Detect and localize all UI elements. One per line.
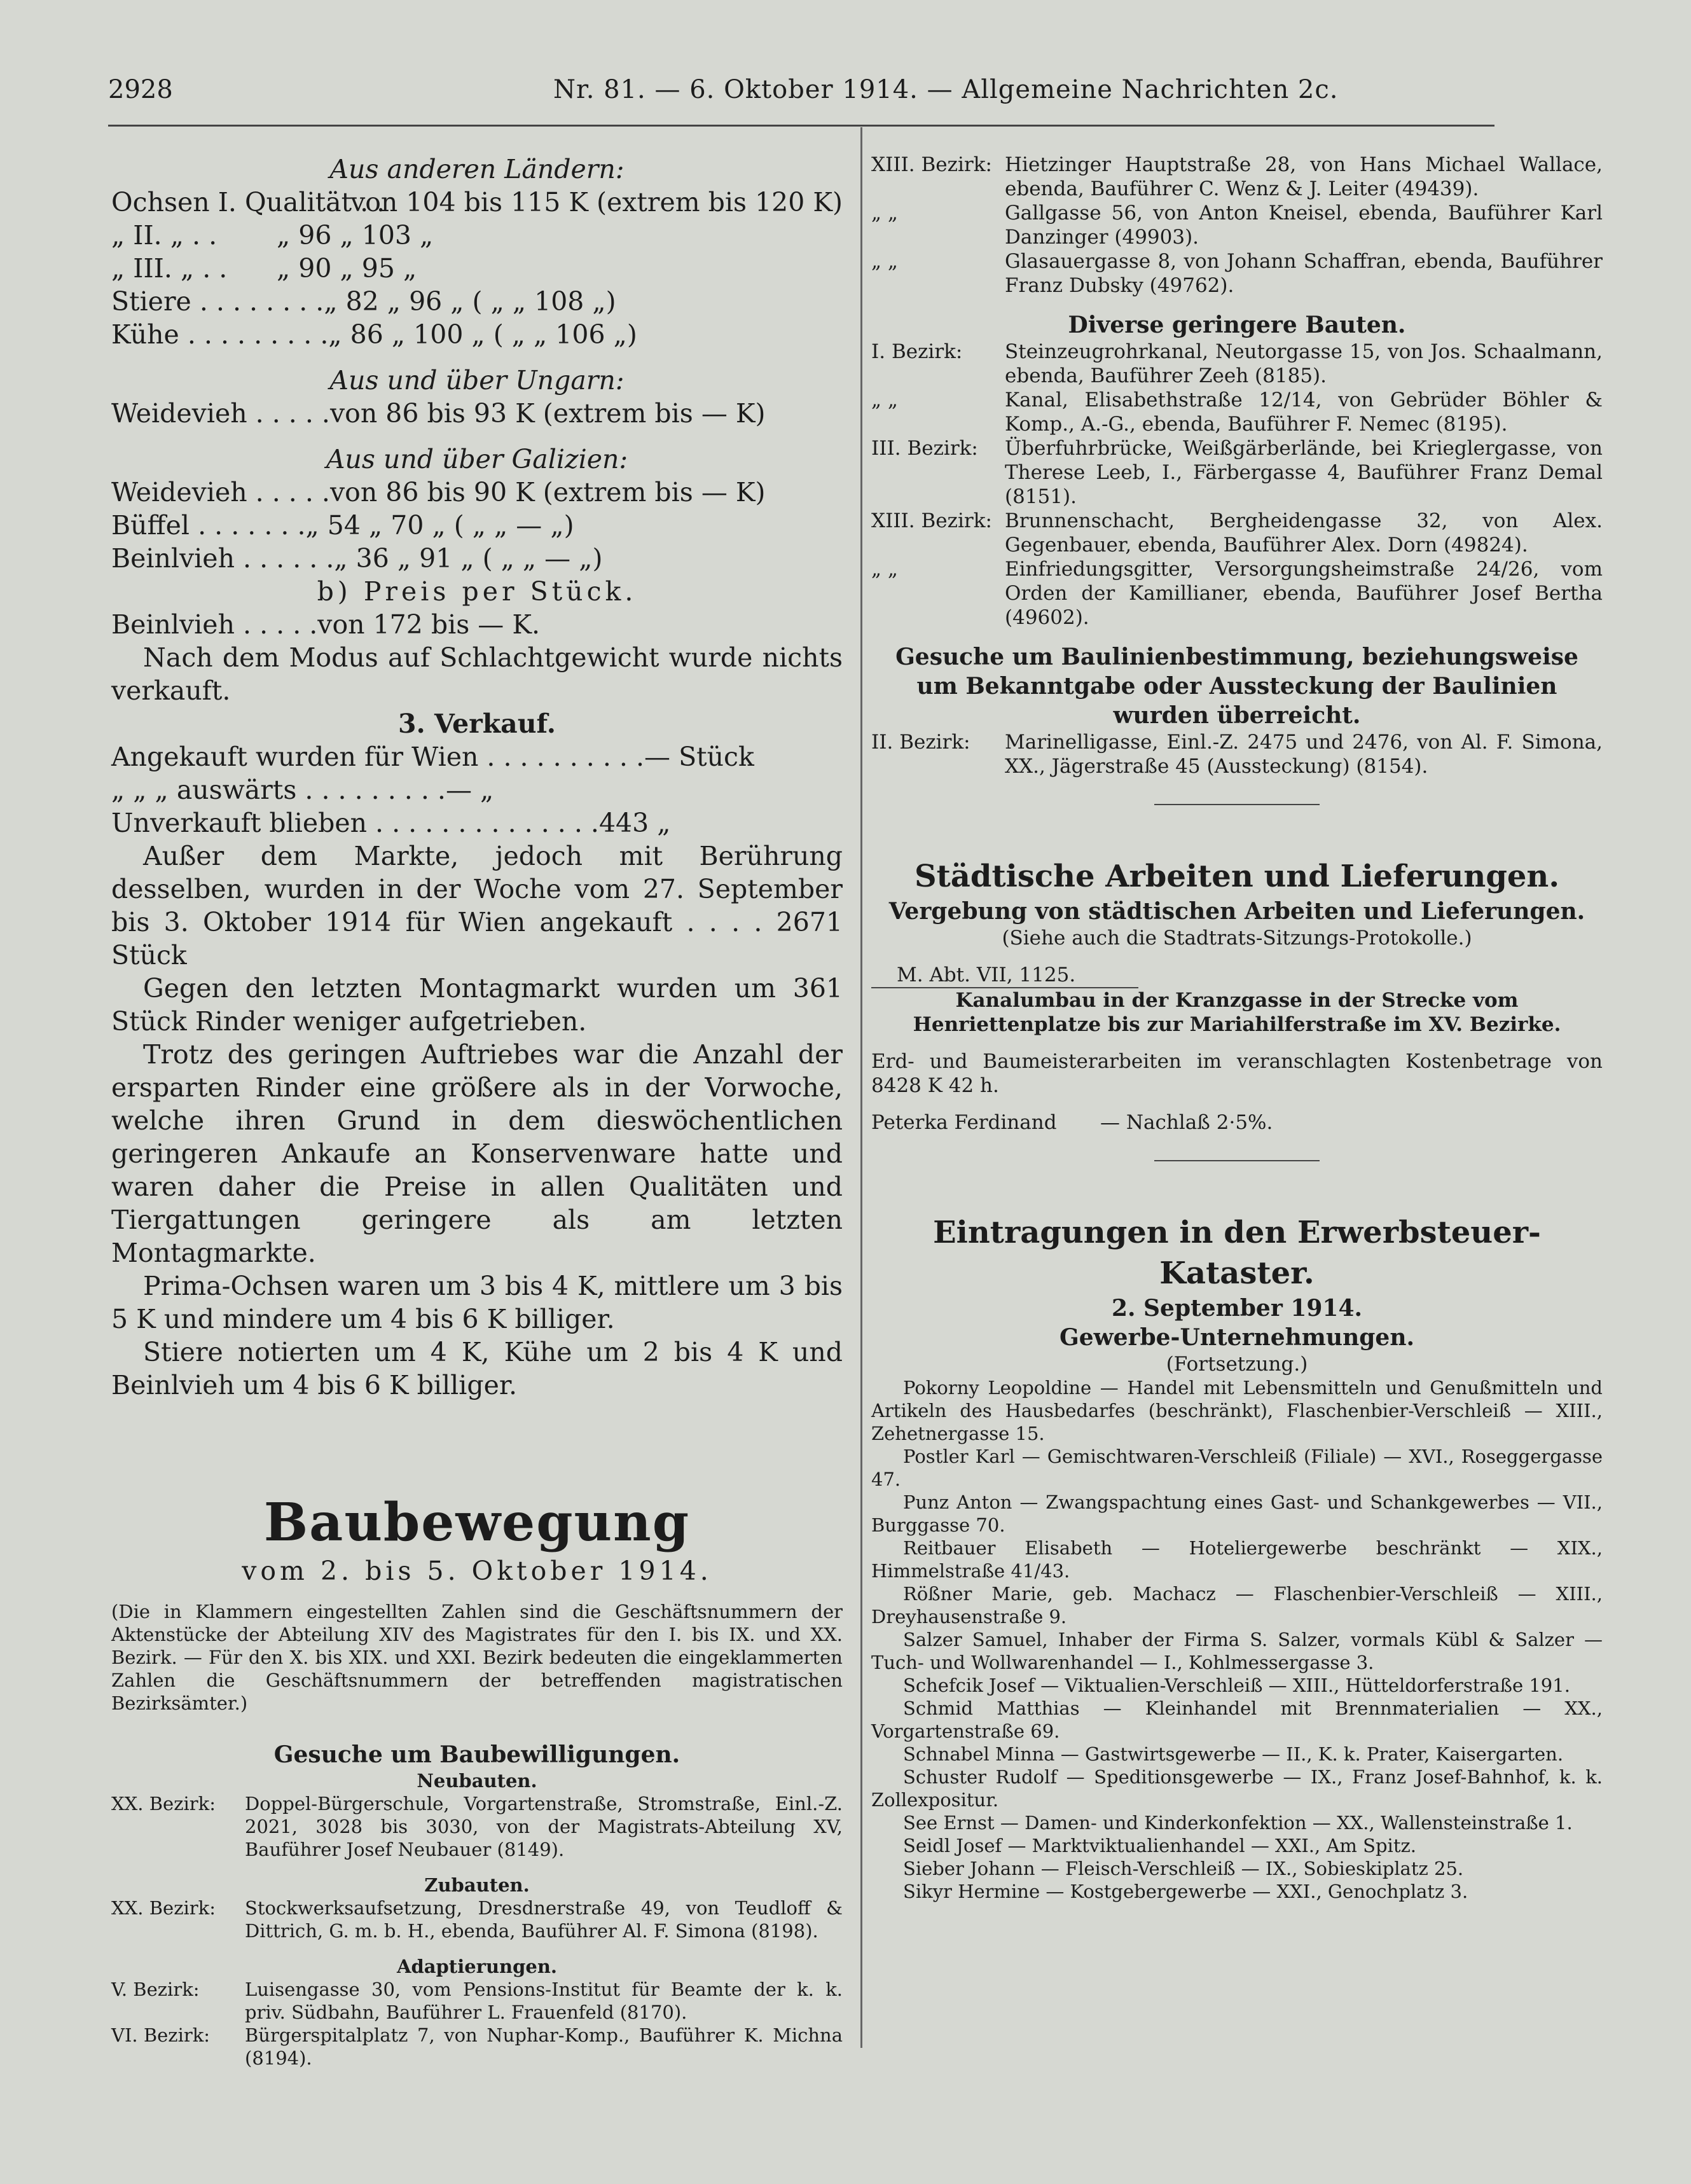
sale-table [111,740,843,840]
entry-text: Kanal, Elisabethstraße 12/14, von Gebrüder Böhler & Komp., A.-G., ebenda, Bauführer F. Nemec (8195). [1005,389,1603,436]
paragraph: Trotz des geringen Auftriebes war die Anzahl der ersparten Rinder eine größere als in der Vorwoche, welche ihren Grund in dem dieswöchentlichen geringeren Ankaufe an Konservenware hatte und waren daher die Preise in allen Qualitäten und Tiergattungen geringere als am letzten Montagmarkte. [111,1039,843,1268]
entry-text: Gallgasse 56, von Anton Kneisel, ebenda, Bauführer Karl Danzinger (49903). [1005,202,1603,249]
row-value: von 86 bis 90 K (extrem bis — K) [329,477,766,508]
row-label: „ „ „ auswärts . . . . . . . . . [111,775,446,805]
row-label: Ochsen I. Qualität . . [111,187,385,218]
baulinien-heading: Gesuche um Baulinienbestimmung, beziehungsweise um Bekanntgabe oder Aussteckung der Baulinien wurden überreicht. [895,644,1578,729]
row-value: „ 90 „ 95 „ [277,253,417,284]
neubauten-heading: Neubauten. [417,1770,537,1792]
row-label: Unverkauft blieben . . . . . . . . . . . . . . [111,808,599,838]
entry-district: VI. Bezirk: [111,2024,211,2046]
vergebung-heading: Vergebung von städtischen Arbeiten und Lieferungen. [888,898,1585,925]
eintragungen-title: Eintragungen in den Erwerbsteuer-Kataster. [933,1215,1541,1291]
row-value: „ 86 „ 100 „ ( „ „ 106 „) [328,319,637,350]
entry-text: Glasauergasse 8, von Johann Schaffran, ebenda, Bauführer Franz Dubsky (49762). [1005,250,1603,297]
paragraph: Rößner Marie, geb. Machacz — Flaschenbier-Verschleiß — XIII., Dreyhausenstraße 9. [871,1583,1603,1628]
galicia-heading: Aus und über Galizien: [326,444,628,474]
adaptierungen-list [111,1978,843,2070]
other-countries-heading: Aus anderen Ländern: [329,154,625,184]
hungary-table [111,397,843,430]
row-label: „ III. „ . . [111,253,228,284]
paragraph: Außer dem Markte, jedoch mit Berührung desselben, wurden in der Woche vom 27. September bis 3. Oktober 1914 für Wien angekauft . . . . 2671 Stück [111,841,843,971]
adaptierungen-heading: Adaptierungen. [396,1956,558,1977]
right-column [871,153,1603,1903]
row-label: Stiere . . . . . . . . [111,286,324,317]
gesuche-heading: Gesuche um Baubewilligungen. [273,1741,680,1768]
baubewegung-dates: vom 2. bis 5. Oktober 1914. [242,1556,712,1586]
separator-2 [1154,1160,1320,1161]
paragraph: Postler Karl — Gemischtwaren-Verschleiß (Filiale) — XVI., Roseggergasse 47. [871,1446,1603,1490]
table-row [111,476,843,509]
list-item [871,249,1603,298]
xiii-entries [871,153,1603,298]
row-label: Beinlvieh . . . . . . [111,543,335,574]
paragraph: Seidl Josef — Marktviktualienhandel — XXI., Am Spitz. [903,1835,1416,1856]
entry-district: III. Bezirk: [871,437,978,460]
galicia-table [111,476,843,575]
page-number: 2928 [108,75,173,104]
table-row [111,252,843,285]
table-row [111,542,843,575]
sale-heading: 3. Verkauf. [397,708,556,739]
table-row [111,285,843,318]
paragraph: Schnabel Minna — Gastwirtsgewerbe — II., K. k. Prater, Kaisergarten. [903,1743,1564,1765]
list-item [871,436,1603,509]
paragraph: Schefcik Josef — Viktualien-Verschleiß — XIII., Hütteldorferstraße 191. [903,1675,1570,1696]
row-label: Weidevieh . . . . . [111,477,330,508]
left-column [111,153,843,2070]
entry-district: V. Bezirk: [111,1979,200,2000]
table-row [111,509,843,542]
entry-text: Luisengasse 30, vom Pensions-Institut für Beamte der k. k. priv. Südbahn, Bauführer L. Frauenfeld (8170). [245,1979,843,2023]
row-label: „ II. „ . . [111,220,217,251]
running-title: Nr. 81. — 6. Oktober 1914. — Allgemeine Nachrichten 2c. [553,75,1339,104]
paragraph: Gegen den letzten Montagmarkt wurden um 361 Stück Rinder weniger aufgetrieben. [111,973,843,1037]
table-row [111,773,843,806]
entry-text: Steinzeugrohrkanal, Neutorgasse 15, von Jos. Schaalmann, ebenda, Bauführer Zeeh (8185). [1005,340,1603,387]
table-row [111,318,843,351]
modus-note: Nach dem Modus auf Schlachtgewicht wurde nichts verkauft. [111,642,843,706]
neubauten-list [111,1792,843,1861]
kanal-heading: Kanalumbau in der Kranzgasse in der Strecke vom Henriettenplatze bis zur Mariahilferstraße im XV. Bezirke. [913,989,1561,1036]
paragraph: Sikyr Hermine — Kostgebergewerbe — XXI., Genochplatz 3. [903,1881,1468,1902]
entry-district: I. Bezirk: [871,340,963,363]
row-label: Büffel . . . . . . . [111,510,306,541]
entry-district: II. Bezirk: [871,731,970,754]
per-piece-heading: b) Preis per Stück. [317,576,637,607]
gewerbe-entries [871,1376,1603,1903]
zubauten-list [111,1897,843,1942]
entry-text: Stockwerksaufsetzung, Dresdnerstraße 49, von Teudloff & Dittrich, G. m. b. H., ebenda, Bauführer Al. F. Simona (8198). [245,1897,843,1942]
entry-district: „ „ [871,250,898,273]
baubewegung-note: (Die in Klammern eingestellten Zahlen sind die Geschäftsnummern der Aktenstücke der Abteilung XIV des Magistrates für den I. bis IX. und XX. Bezirk. — Für den X. bis XIX. und XXI. Bezirk bedeuten die eingeklammerten Zahlen die Geschäftsnummern der betreffenden magistratischen Bezirksämter.) [111,1601,843,1714]
list-item [111,1897,843,1942]
column-divider [860,127,862,2048]
row-label: Weidevieh . . . . . [111,398,330,429]
row-value: von 86 bis 93 K (extrem bis — K) [329,398,766,429]
per-piece-row: Beinlvieh . . . . . von 172 bis — K. [111,609,540,640]
list-item [111,1978,843,2024]
paragraph: Schuster Rudolf — Speditionsgewerbe — IX., Franz Josef-Bahnhof, k. k. Zollexpositur. [871,1766,1603,1811]
row-value: „ 54 „ 70 „ ( „ „ — „) [305,510,574,541]
entry-text: Hietzinger Hauptstraße 28, von Hans Michael Wallace, ebenda, Bauführer C. Wenz & J. Leiter (49439). [1005,153,1603,200]
row-value: — „ [445,775,494,805]
list-item [871,557,1603,630]
vergebung-note: (Siehe auch die Stadtrats-Sitzungs-Protokolle.) [1002,927,1472,950]
row-label: Kühe . . . . . . . . . [111,319,329,350]
separator [1154,804,1320,805]
table-row [111,740,843,773]
list-item [871,509,1603,557]
row-value: „ 36 „ 91 „ ( „ „ — „) [334,543,603,574]
paragraph: Pokorny Leopoldine — Handel mit Lebensmitteln und Genußmitteln und Artikeln des Hausbedarfes (beschränkt), Flaschenbier-Verschleiß — XIII., Zehetnergasse 15. [871,1377,1603,1444]
paragraph: Prima-Ochsen waren um 3 bis 4 K, mittlere um 3 bis 5 K und mindere um 4 bis 6 K billiger. [111,1271,843,1334]
list-item [871,153,1603,201]
table-row [111,806,843,840]
paragraph: Punz Anton — Zwangspachtung eines Gast- und Schankgewerbes — VII., Burggasse 70. [871,1491,1603,1536]
zubauten-heading: Zubauten. [424,1874,530,1896]
hungary-heading: Aus und über Ungarn: [329,365,625,396]
entry-district: XIII. Bezirk: [871,509,992,532]
list-item [871,201,1603,249]
row-value: „ 96 „ 103 „ [277,220,434,251]
baubewegung-title: Baubewegung [263,1492,691,1553]
paragraph: Reitbauer Elisabeth — Hoteliergewerbe beschränkt — XIX., Himmelstraße 41/43. [871,1537,1603,1582]
market-report-paragraphs [111,840,843,1402]
row-value: „ 82 „ 96 „ ( „ „ 108 „) [324,286,616,317]
entry-text: Doppel-Bürgerschule, Vorgartenstraße, Stromstraße, Einl.-Z. 2021, 3028 bis 3030, von der Magistrats-Abteilung XV, Bauführer Josef Neubauer (8149). [245,1793,843,1860]
peterka-row: Peterka Ferdinand — Nachlaß 2·5%. [871,1111,1273,1134]
paragraph: See Ernst — Damen- und Kinderkonfektion — XX., Wallensteinstraße 1. [903,1812,1573,1834]
list-item [871,388,1603,436]
table-row [111,186,843,219]
entry-district: XIII. Bezirk: [871,153,992,176]
entry-district: „ „ [871,389,898,411]
reference: M. Abt. VII, 1125. [871,963,1138,988]
row-value: von 104 bis 115 K (extrem bis 120 K) [350,187,843,218]
diverse-list [871,340,1603,630]
eintragungen-date: 2. September 1914. [1111,1295,1363,1322]
paragraph: Stiere notierten um 4 K, Kühe um 2 bis 4 K und Beinlvieh um 4 bis 6 K billiger. [111,1337,843,1400]
list-item [111,1792,843,1861]
entry-text: Brunnenschacht, Bergheidengasse 32, von Alex. Gegenbauer, ebenda, Bauführer Alex. Dorn (49824). [1005,509,1603,556]
row-value: 443 „ [598,808,671,838]
entry-district: „ „ [871,558,898,581]
gewerbe-heading: Gewerbe-Unternehmungen. [1059,1324,1415,1351]
row-label: Angekauft wurden für Wien . . . . . . . . . . [111,742,645,772]
entry-district: XX. Bezirk: [111,1897,216,1919]
paragraph: Schmid Matthias — Kleinhandel mit Brennmaterialien — XX., Vorgartenstraße 69. [871,1697,1603,1742]
erd-text: Erd- und Baumeisterarbeiten im veranschlagten Kostenbetrage von 8428 K 42 h. [871,1050,1603,1097]
entry-text: Einfriedungsgitter, Versorgungsheimstraße 24/26, vom Orden der Kamillianer, ebenda, Bauführer Josef Bertha (49602). [1005,558,1603,629]
list-item [871,340,1603,388]
staedtische-title: Städtische Arbeiten und Lieferungen. [914,859,1560,894]
entry-text: Marinelligasse, Einl.-Z. 2475 und 2476, von Al. F. Simona, XX., Jägerstraße 45 (Aussteckung) (8154). [1005,731,1603,778]
fortsetzung: (Fortsetzung.) [1166,1353,1308,1376]
entry-district: XX. Bezirk: [111,1793,216,1814]
diverse-heading: Diverse geringere Bauten. [1068,312,1406,338]
entry-district: „ „ [871,202,898,225]
header-rule [108,125,1494,127]
table-row [111,219,843,252]
other-countries-table [111,186,843,351]
paragraph: Sieber Johann — Fleisch-Verschleiß — IX., Sobieskiplatz 25. [903,1858,1464,1879]
entry-text: Bürgerspitalplatz 7, von Nuphar-Komp., Bauführer K. Michna (8194). [245,2024,843,2069]
row-value: — Stück [644,742,754,772]
list-item [871,730,1603,778]
list-item [111,2024,843,2070]
table-row [111,397,843,430]
entry-text: Überfuhrbrücke, Weißgärberlände, bei Krieglergasse, von Therese Leeb, I., Färbergasse 4, Bauführer Franz Demal (8151). [1005,437,1603,508]
paragraph: Salzer Samuel, Inhaber der Firma S. Salzer, vormals Kübl & Salzer — Tuch- und Wollwarenhandel — I., Kohlmessergasse 3. [871,1629,1603,1673]
baulinien-list [871,730,1603,778]
